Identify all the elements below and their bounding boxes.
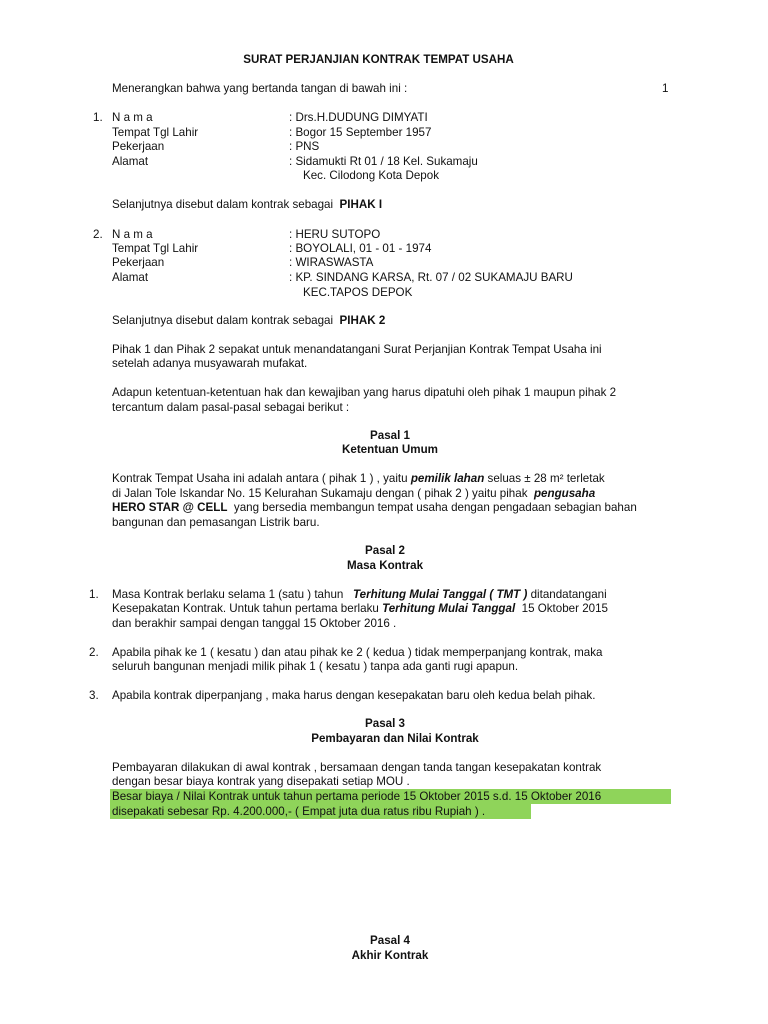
party2-role: PIHAK 2	[339, 314, 386, 327]
party1-designation-text: Selanjutnya disebut dalam kontrak sebagai	[112, 198, 334, 211]
agreement-paragraph-line1: Pihak 1 dan Pihak 2 sepakat untuk menandatangani Surat Perjanjian Kontrak Tempat Usaha ini	[112, 343, 602, 356]
pasal3-line2: dengan besar biaya kontrak yang disepakati setiap MOU .	[112, 775, 410, 788]
party2-designation	[112, 313, 385, 328]
party1-name-value: : Drs.H.DUDUNG DIMYATI	[289, 111, 428, 124]
pasal1-subheading: Ketentuan Umum	[342, 443, 438, 456]
pasal1-line2	[112, 486, 672, 501]
pasal1-heading: Pasal 1	[370, 429, 410, 442]
intro-text: Menerangkan bahwa yang bertanda tangan di bawah ini :	[112, 82, 408, 95]
party2-birth-value: : BOYOLALI, 01 - 01 - 1974	[289, 242, 432, 255]
pasal2-item1-line1	[112, 587, 672, 602]
party1-role: PIHAK I	[339, 198, 383, 211]
party2-number: 2.	[93, 228, 103, 241]
pasal1-line3-text-b: yang bersedia membangun tempat usaha dengan pengadaan sebagian bahan	[233, 501, 637, 514]
party2-job-label: Pekerjaan	[112, 256, 165, 269]
pasal2-item1-line2-text-a: Kesepakatan Kontrak. Untuk tahun pertama berlaku	[112, 602, 379, 615]
party1-address-label: Alamat	[112, 155, 149, 168]
terms-paragraph-line2: tercantum dalam pasal-pasal sebagai berikut :	[112, 401, 350, 414]
pasal2-item2-line2: seluruh bangunan menjadi milik pihak 1 ( kesatu ) tanpa ada ganti rugi apapun.	[112, 660, 519, 673]
party1-job-value: : PNS	[289, 140, 320, 153]
pasal3-line1: Pembayaran dilakukan di awal kontrak , bersamaan dengan tanda tangan kesepakatan kontrak	[112, 761, 602, 774]
pasal1-line3	[112, 500, 672, 515]
pasal1-line4: bangunan dan pemasangan Listrik baru.	[112, 516, 320, 529]
pasal1-line1	[112, 471, 672, 486]
document-title: SURAT PERJANJIAN KONTRAK TEMPAT USAHA	[243, 53, 514, 66]
pasal1-landowner-term: pemilik lahan	[410, 472, 485, 485]
party1-birth-label: Tempat Tgl Lahir	[112, 126, 199, 139]
pasal3-highlight-line1: Besar biaya / Nilai Kontrak untuk tahun pertama periode 15 Oktober 2015 s.d. 15 Oktober 2016	[112, 790, 602, 803]
pasal2-tmt-short-term: Terhitung Mulai Tanggal	[382, 602, 516, 615]
party2-address-line1: : KP. SINDANG KARSA, Rt. 07 / 02 SUKAMAJU BARU	[289, 271, 573, 284]
party2-address-line2: KEC.TAPOS DEPOK	[303, 286, 413, 299]
pasal2-item1-line1-text-c: ditandatangani	[530, 588, 607, 601]
pasal2-item3-line1: Apabila kontrak diperpanjang , maka harus dengan kesepakatan baru oleh kedua belah pihak.	[112, 689, 596, 702]
terms-paragraph-line1: Adapun ketentuan-ketentuan hak dan kewajiban yang harus dipatuhi oleh pihak 1 maupun pihak 2	[112, 386, 617, 399]
party1-name-label: N a m a	[112, 111, 153, 124]
party1-address-line1: : Sidamukti Rt 01 / 18 Kel. Sukamaju	[289, 155, 478, 168]
pasal2-subheading: Masa Kontrak	[346, 559, 424, 572]
pasal2-item1-number: 1.	[89, 588, 99, 601]
pasal1-line1-text-a: Kontrak Tempat Usaha ini adalah antara ( pihak 1 ) , yaitu	[112, 472, 408, 485]
pasal1-business-name: HERO STAR @ CELL	[112, 501, 228, 514]
party2-address-label: Alamat	[112, 271, 149, 284]
party2-job-value: : WIRASWASTA	[289, 256, 374, 269]
pasal3-highlight-line2: disepakati sebesar Rp. 4.200.000,- ( Empat juta dua ratus ribu Rupiah ) .	[112, 805, 486, 818]
pasal2-item1-line2	[112, 601, 672, 616]
pasal3-heading: Pasal 3	[365, 717, 405, 730]
agreement-paragraph-line2: setelah adanya musyawarah mufakat.	[112, 357, 308, 370]
pasal2-start-date: 15 Oktober 2015	[521, 602, 608, 615]
pasal4-subheading: Akhir Kontrak	[351, 949, 429, 962]
party1-designation	[112, 197, 382, 212]
pasal1-entrepreneur-term: pengusaha	[533, 487, 596, 500]
pasal3-subheading: Pembayaran dan Nilai Kontrak	[311, 732, 479, 745]
party1-number: 1.	[93, 111, 103, 124]
party2-name-value: : HERU SUTOPO	[289, 228, 381, 241]
pasal2-item2-line1: Apabila pihak ke 1 ( kesatu ) dan atau pihak ke 2 ( kedua ) tidak memperpanjang kontrak, maka	[112, 646, 603, 659]
pasal1-line2-text-a: di Jalan Tole Iskandar No. 15 Kelurahan Sukamaju dengan ( pihak 2 ) yaitu pihak	[112, 487, 528, 500]
pasal2-item2-number: 2.	[89, 646, 99, 659]
party2-birth-label: Tempat Tgl Lahir	[112, 242, 199, 255]
party1-birth-value: : Bogor 15 September 1957	[289, 126, 432, 139]
pasal2-tmt-term: Terhitung Mulai Tanggal ( TMT )	[353, 588, 528, 601]
party1-address-line2: Kec. Cilodong Kota Depok	[303, 169, 439, 182]
page-number: 1	[662, 82, 669, 95]
pasal2-item1-line1-text-a: Masa Kontrak berlaku selama 1 (satu ) tahun	[112, 588, 344, 601]
pasal2-item3-number: 3.	[89, 689, 99, 702]
pasal1-line1-text-c: seluas ± 28 m² terletak	[487, 472, 605, 485]
pasal4-heading: Pasal 4	[370, 934, 410, 947]
party2-designation-text: Selanjutnya disebut dalam kontrak sebagai	[112, 314, 334, 327]
pasal2-item1-line3: dan berakhir sampai dengan tanggal 15 Oktober 2016 .	[112, 617, 397, 630]
pasal2-heading: Pasal 2	[365, 544, 405, 557]
party1-job-label: Pekerjaan	[112, 140, 165, 153]
party2-name-label: N a m a	[112, 228, 153, 241]
